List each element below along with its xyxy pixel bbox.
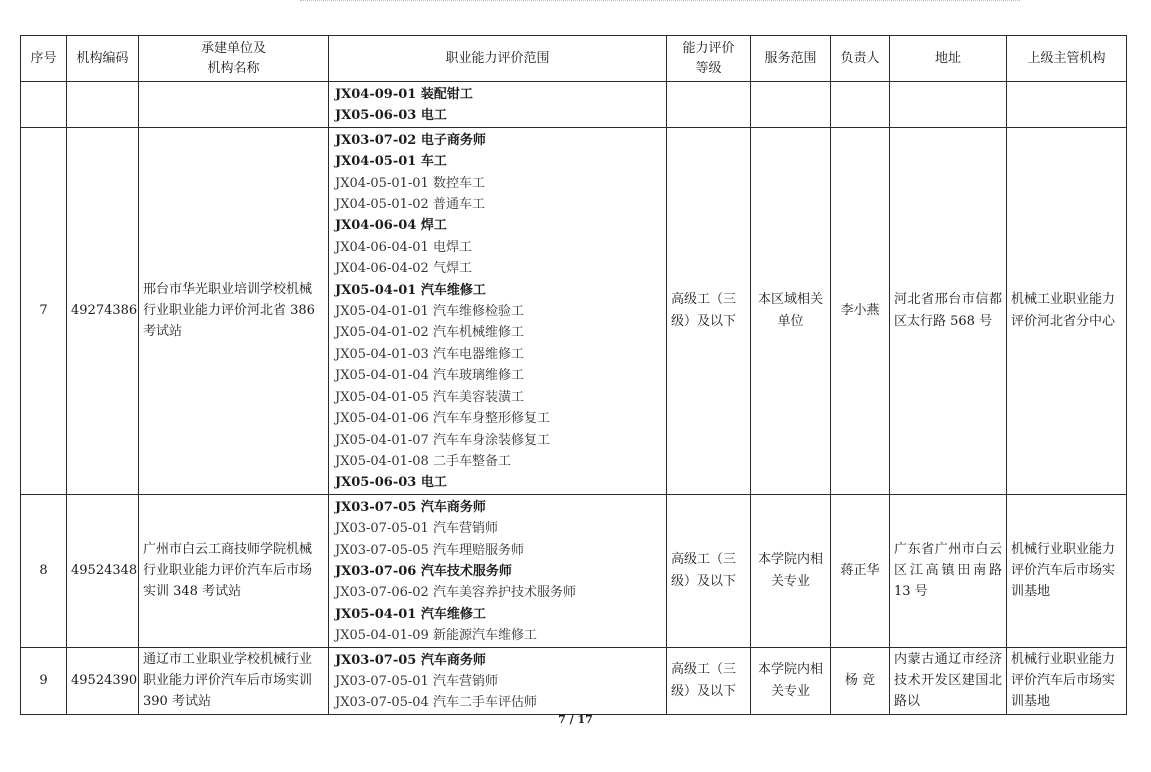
table-body: [21, 82, 1127, 715]
cell-seq: 8: [21, 494, 67, 647]
cell-code: [67, 82, 139, 128]
cell-address: 内蒙古通辽市经济技术开发区建国北路以: [890, 647, 1007, 714]
scope-line: JX05-04-01-05 汽车美容装潢工: [335, 389, 524, 405]
cell-supervisor: 机械行业职业能力评价汽车后市场实训基地: [1007, 647, 1127, 714]
cell-level: [667, 82, 751, 128]
scope-line: JX05-04-01-09 新能源汽车维修工: [335, 628, 537, 644]
header-service: 服务范围: [751, 36, 831, 82]
scope-line: JX05-04-01 汽车维修工: [335, 606, 486, 622]
header-supervisor: 上级主管机构: [1007, 36, 1127, 82]
scope-line: JX04-06-04-01 电焊工: [335, 239, 472, 255]
scope-line: JX05-04-01-07 汽车车身涂装修复工: [335, 432, 550, 448]
scope-line: JX04-06-04 焊工: [335, 218, 447, 234]
evaluation-institution-table: [20, 35, 1127, 715]
scope-line: JX04-06-04-02 气焊工: [335, 261, 472, 277]
header-person: 负责人: [831, 36, 890, 82]
scope-line: JX03-07-05-04 汽车二手车评估师: [335, 695, 537, 711]
scope-line: JX05-04-01-08 二手车整备工: [335, 453, 511, 469]
scope-line: JX04-05-01-01 数控车工: [335, 175, 485, 191]
scope-line: JX05-06-03 电工: [335, 108, 447, 124]
header-seq: 序号: [21, 36, 67, 82]
cell-code: 49524390: [67, 647, 139, 714]
scope-line: JX05-04-01-03 汽车电器维修工: [335, 346, 524, 362]
cell-scope: [329, 82, 667, 128]
scope-line: JX05-04-01-02 汽车机械维修工: [335, 325, 524, 341]
cell-service: [751, 82, 831, 128]
cell-unit: 通辽市工业职业学校机械行业职业能力评价汽车后市场实训 390 考试站: [139, 647, 329, 714]
cell-supervisor: [1007, 82, 1127, 128]
cell-person: [831, 82, 890, 128]
cell-level: 高级工（三级）及以下: [667, 647, 751, 714]
page-number: 7 / 17: [558, 713, 593, 726]
scope-line: JX04-05-01-02 普通车工: [335, 197, 485, 213]
header-level-line2: 等级: [695, 60, 722, 76]
cell-scope: [329, 647, 667, 714]
cell-supervisor: 机械行业职业能力评价汽车后市场实训基地: [1007, 494, 1127, 647]
scope-line: JX04-09-01 装配钳工: [335, 87, 473, 102]
header-level: [667, 36, 751, 82]
cell-address: 广东省广州市白云区江高镇田南路 13 号: [890, 494, 1007, 647]
cell-scope: [329, 494, 667, 647]
cell-service: 本区域相关单位: [751, 127, 831, 494]
cell-seq: 7: [21, 127, 67, 494]
cell-unit: 邢台市华光职业培训学校机械行业职业能力评价河北省 386 考试站: [139, 127, 329, 494]
cell-seq: 9: [21, 647, 67, 714]
scope-line: JX03-07-02 电子商务师: [335, 132, 486, 148]
cell-level: 高级工（三级）及以下: [667, 127, 751, 494]
scope-line: JX05-04-01 汽车维修工: [335, 282, 486, 298]
cell-person: 蒋正华: [831, 494, 890, 647]
scope-line: JX05-04-01-01 汽车维修检验工: [335, 304, 524, 320]
scope-line: JX05-04-01-06 汽车车身整形修复工: [335, 411, 550, 427]
header-level-line1: 能力评价: [682, 40, 735, 56]
scope-line: JX05-06-03 电工: [335, 475, 447, 491]
cell-person: 杨 竞: [831, 647, 890, 714]
scope-line: JX03-07-05-01 汽车营销师: [335, 673, 498, 689]
scope-line: JX03-07-05 汽车商务师: [335, 499, 486, 515]
scope-line: JX04-05-01 车工: [335, 154, 447, 170]
scope-line: JX03-07-06-02 汽车美容养护技术服务师: [335, 585, 576, 601]
scope-line: JX05-04-01-04 汽车玻璃维修工: [335, 368, 524, 384]
header-address: 地址: [890, 36, 1007, 82]
table-row: [21, 647, 1127, 714]
header-unit-line2: 机构名称: [207, 60, 260, 76]
cell-unit: 广州市白云工商技师学院机械行业职业能力评价汽车后市场实训 348 考试站: [139, 494, 329, 647]
table-row: [21, 494, 1127, 647]
cell-address: [890, 82, 1007, 128]
cell-code: 49274386: [67, 127, 139, 494]
header-unit: [139, 36, 329, 82]
cell-service: 本学院内相关专业: [751, 494, 831, 647]
table-row: [21, 82, 1127, 128]
cell-supervisor: 机械工业职业能力评价河北省分中心: [1007, 127, 1127, 494]
header-dotted-line: [300, 0, 1020, 5]
cell-person: 李小燕: [831, 127, 890, 494]
cell-service: 本学院内相关专业: [751, 647, 831, 714]
header-scope: 职业能力评价范围: [329, 36, 667, 82]
cell-scope: [329, 127, 667, 494]
cell-unit: [139, 82, 329, 128]
scope-line: JX03-07-05-05 汽车理赔服务师: [335, 542, 524, 558]
cell-seq: [21, 82, 67, 128]
cell-code: 49524348: [67, 494, 139, 647]
scope-line: JX03-07-05 汽车商务师: [335, 652, 486, 668]
cell-level: 高级工（三级）及以下: [667, 494, 751, 647]
scope-line: JX03-07-05-01 汽车营销师: [335, 521, 498, 537]
header-unit-line1: 承建单位及: [200, 40, 266, 56]
table-row: [21, 127, 1127, 494]
table-header-row: [21, 36, 1127, 82]
cell-address: 河北省邢台市信都区太行路 568 号: [890, 127, 1007, 494]
header-code: 机构编码: [67, 36, 139, 82]
scope-line: JX03-07-06 汽车技术服务师: [335, 563, 512, 579]
